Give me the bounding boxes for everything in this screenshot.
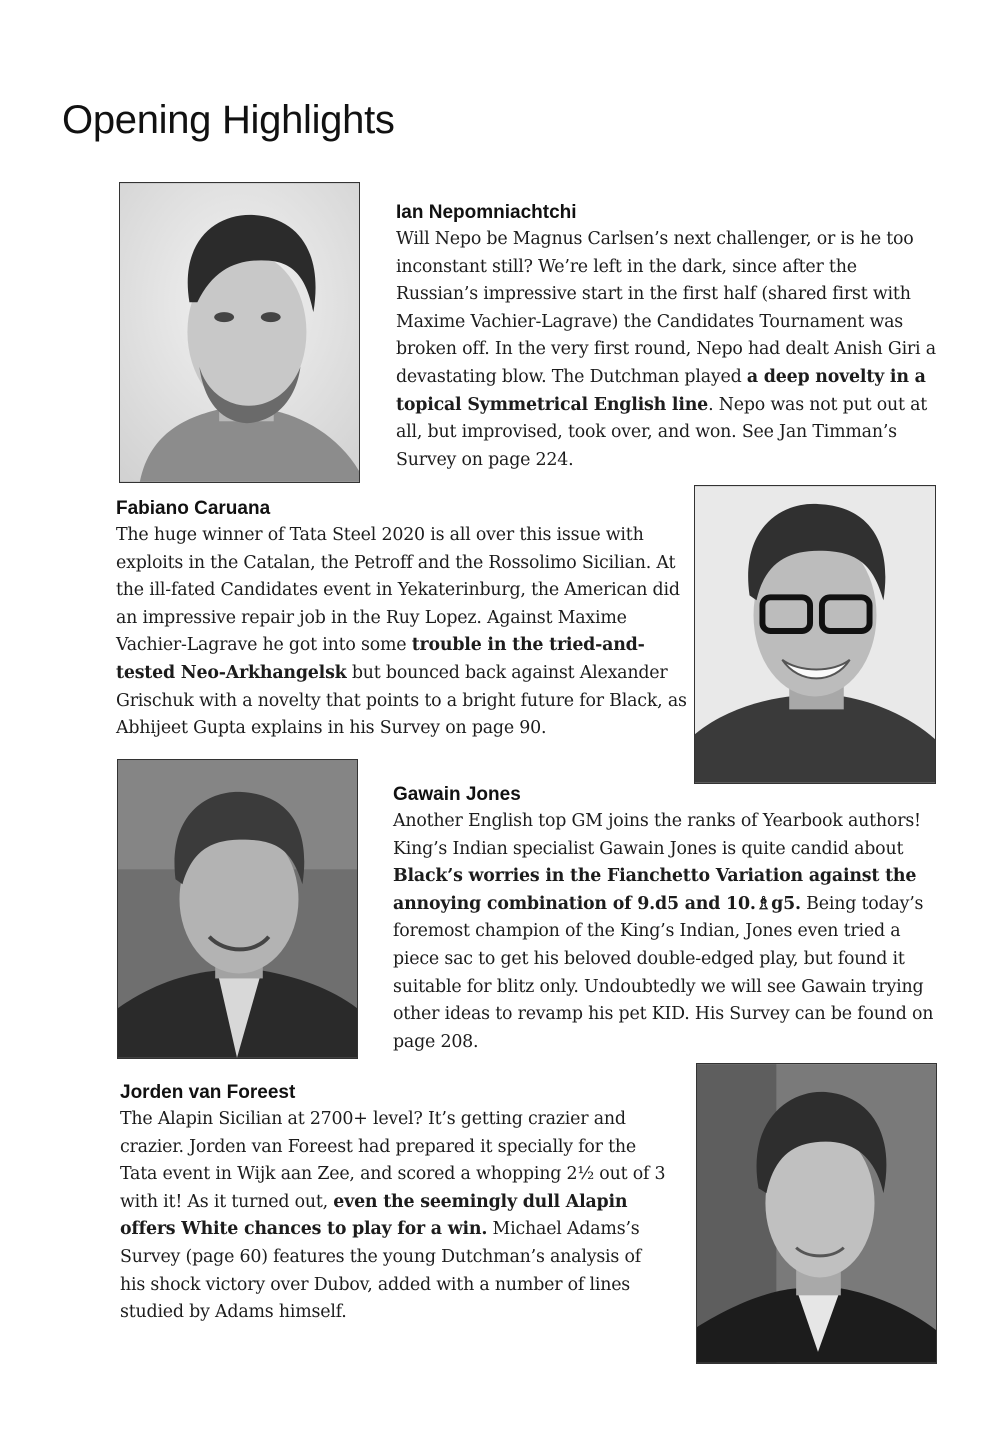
- portrait-photo-jones: [117, 759, 358, 1059]
- section-body: [393, 808, 941, 1056]
- body-text: The Alapin Sicilian at 2700+ level? It’s getting crazier and crazier. Jorden van Foreest had prepared it specially for the Tata event in Wijk aan Zee, and scored a whopping 2½ out of 3 with it! As it turned out,: [120, 1109, 666, 1212]
- section-jones: [393, 782, 941, 1056]
- portrait-jones-image: [118, 760, 357, 1058]
- section-van-foreest: [120, 1080, 668, 1327]
- body-highlight: a deep novelty in a topical Symmetrical English line: [396, 366, 926, 415]
- section-name: Fabiano Caruana: [116, 498, 271, 519]
- body-text: but bounced back against Alexander Grischuk with a novelty that points to a bright future for Black, as Abhijeet Gupta explains in his Survey on page 90.: [116, 662, 687, 739]
- body-text: The huge winner of Tata Steel 2020 is all over this issue with exploits in the Catalan, the Petroff and the Rossolimo Sicilian. At the ill-fated Candidates event in Yekaterinburg, the American did an impressive repair job in the Ruy Lopez. Against Maxime Vachier-Lagrave he got into some: [116, 525, 680, 656]
- body-highlight: Black’s worries in the Fianchetto Variation against the annoying combination of 9.d5 and 10.♗g5.: [393, 866, 917, 914]
- section-name: Ian Nepomniachtchi: [396, 202, 577, 223]
- section-name: Jorden van Foreest: [120, 1082, 296, 1103]
- section-body: [116, 522, 694, 743]
- section-name: Gawain Jones: [393, 784, 521, 805]
- body-text: Being today’s foremost champion of the King’s Indian, Jones even tried a piece sac to get his beloved double-edged play, but found it suitable for blitz only. Undoubtedly we will see Gawain trying other ideas to revamp his pet KID. His Survey can be found on page 208.: [393, 893, 934, 1052]
- page-title: Opening Highlights: [62, 98, 395, 142]
- body-highlight: trouble in the tried-and-tested Neo-Arkhangelsk: [116, 635, 645, 683]
- portrait-caruana-image: [695, 486, 935, 783]
- portrait-nepomniachtchi-image: [120, 183, 359, 482]
- section-body: [396, 226, 941, 474]
- portrait-photo-caruana: [694, 485, 936, 784]
- section-caruana: [116, 496, 694, 743]
- section-body: [120, 1106, 668, 1327]
- portrait-photo-nepomniachtchi: [119, 182, 360, 483]
- body-text: Michael Adams’s Survey (page 60) features the young Dutchman’s analysis of his shock victory over Dubov, added with a number of lines studied by Adams himself.: [120, 1219, 641, 1323]
- section-nepomniachtchi: [396, 200, 941, 474]
- body-highlight: even the seemingly dull Alapin offers White chances to play for a win.: [120, 1191, 628, 1240]
- body-text: Another English top GM joins the ranks of Yearbook authors! King’s Indian specialist Gawain Jones is quite candid about: [393, 811, 921, 859]
- body-text: Will Nepo be Magnus Carlsen’s next challenger, or is he too inconstant still? We’re left in the dark, since after the Russian’s impressive start in the first half (shared first with Maxime Vachier-Lagrave) the Candidates Tournament was broken off. In the very first round, Nepo had dealt Anish Giri a devastating blow. The Dutchman played: [396, 229, 936, 387]
- portrait-van-foreest-image: [697, 1064, 936, 1363]
- body-text: . Nepo was not put out at all, but improvised, took over, and won. See Jan Timman’s Survey on page 224.: [396, 394, 928, 470]
- portrait-photo-van-foreest: [696, 1063, 937, 1364]
